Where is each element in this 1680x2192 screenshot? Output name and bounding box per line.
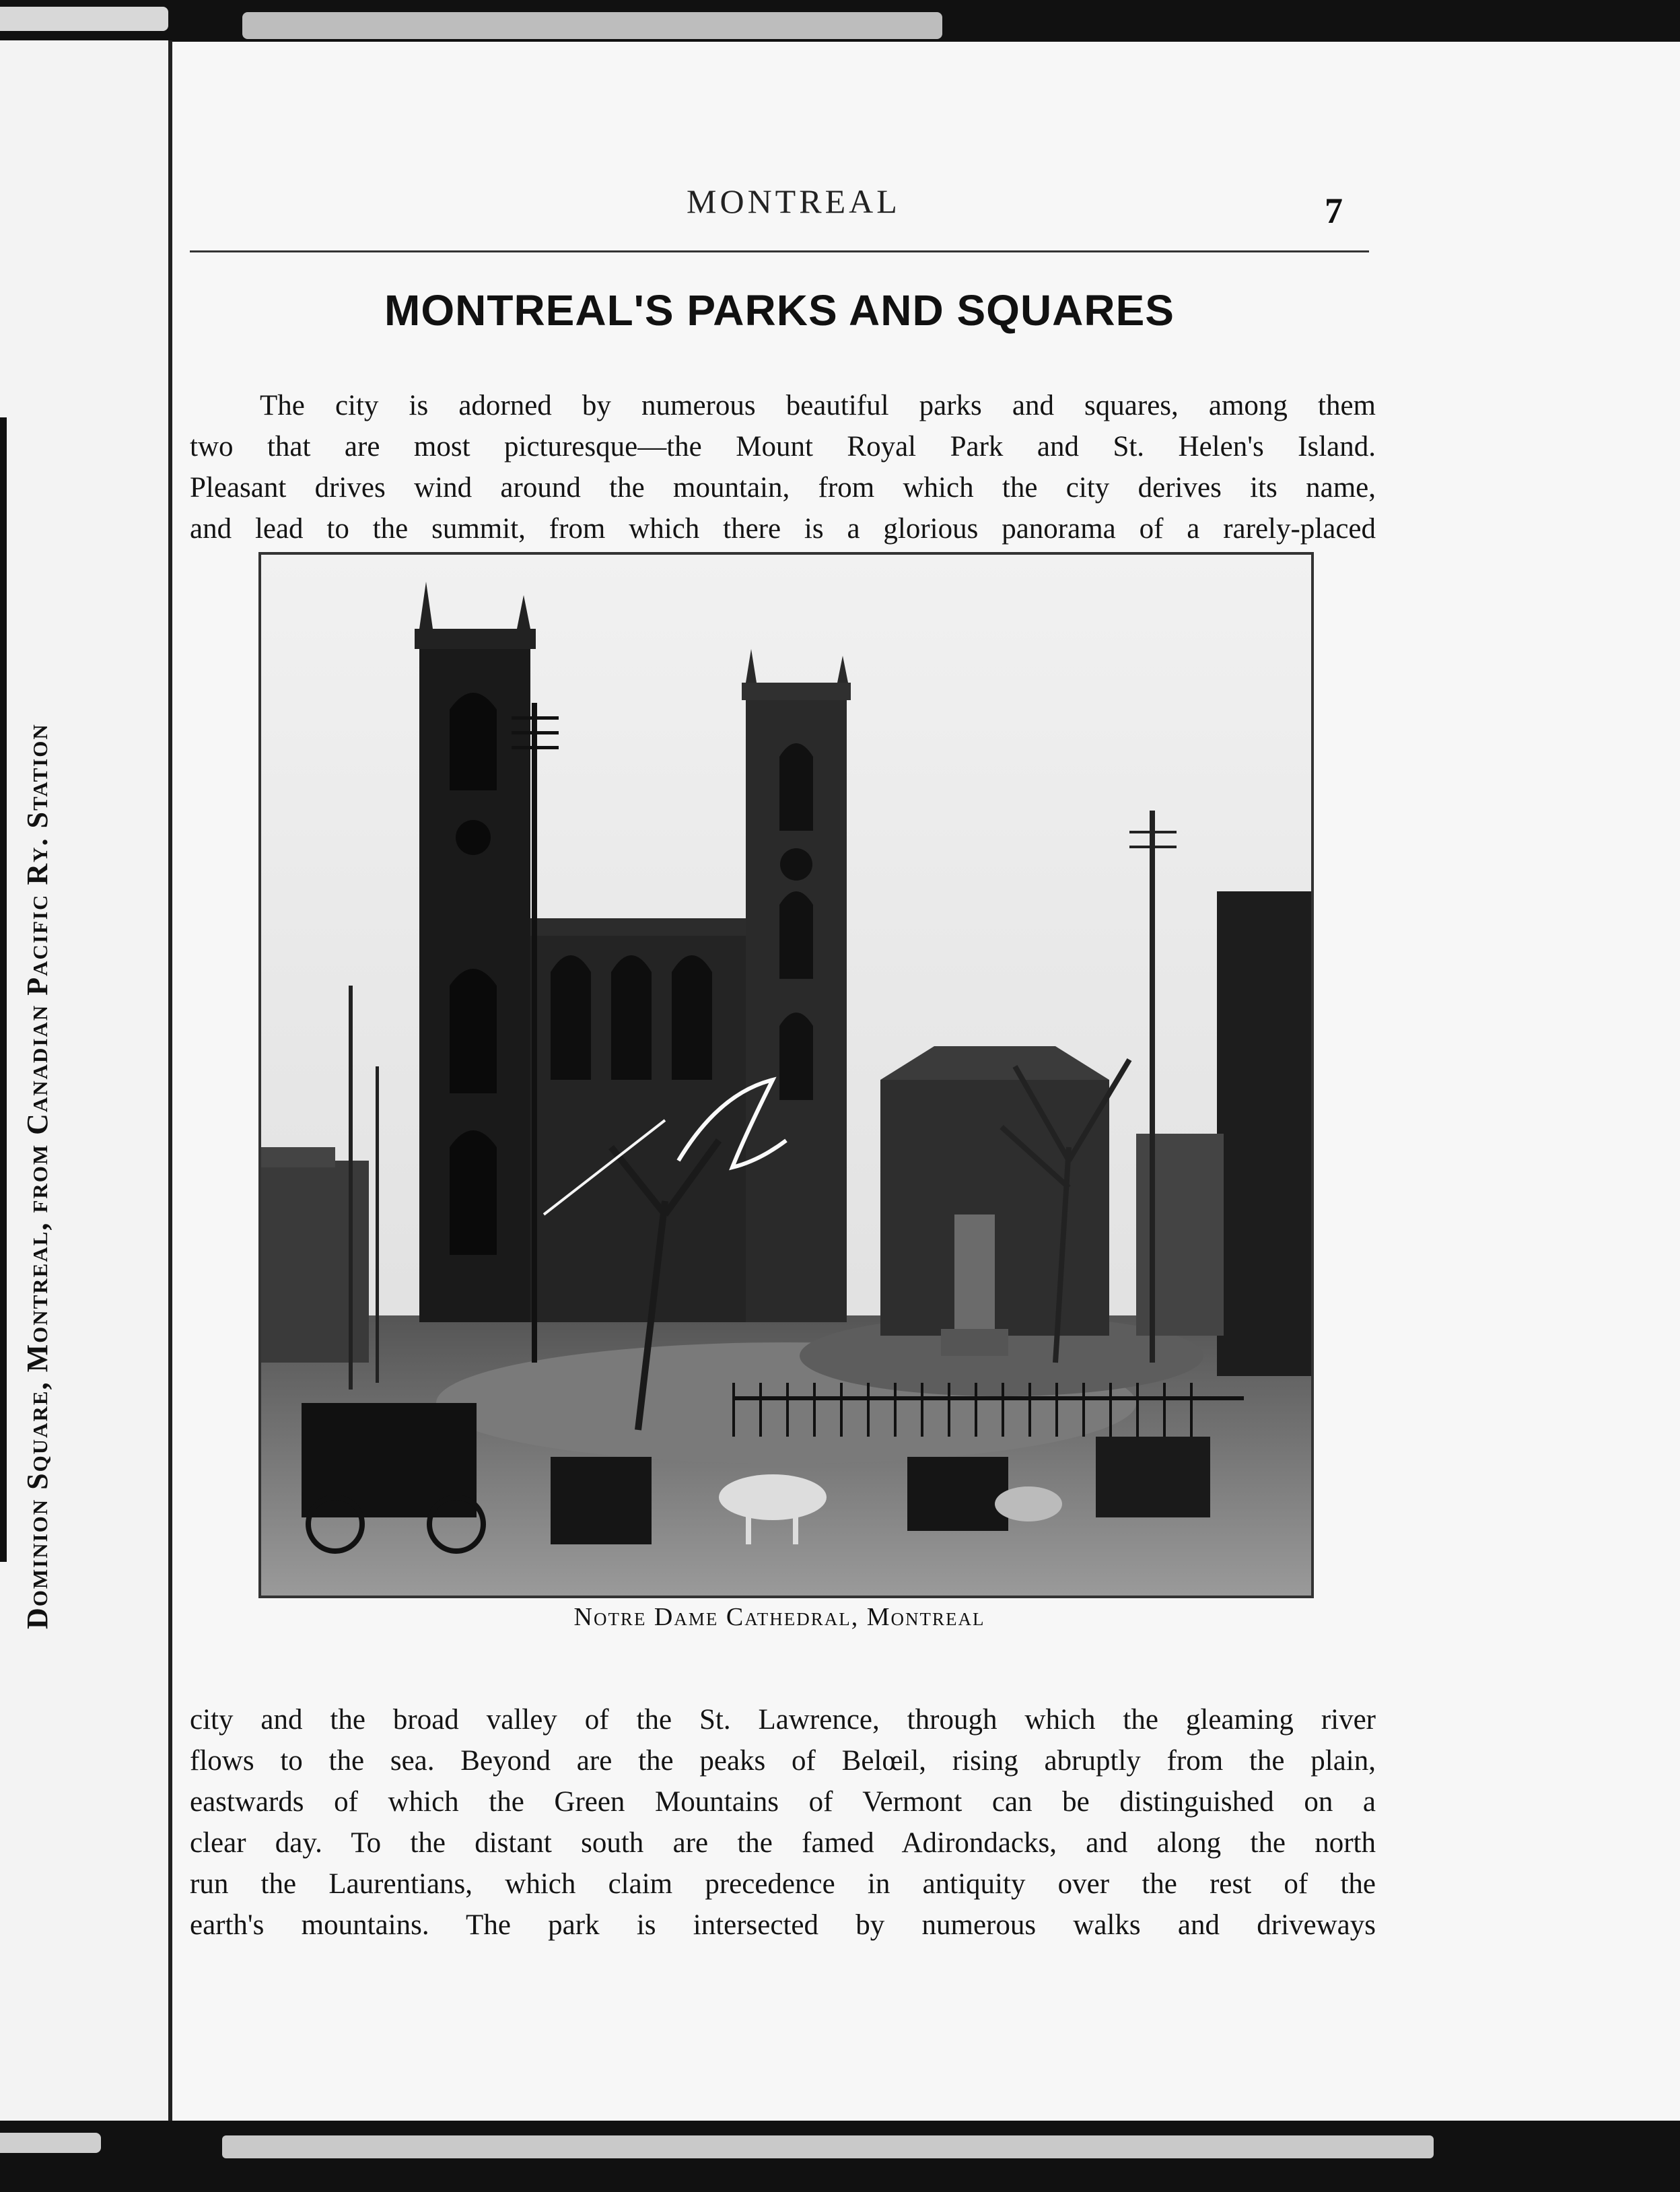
bottom-band-right — [222, 2135, 1434, 2158]
bottom-band-left — [0, 2133, 101, 2153]
paragraph-1-line: and lead to the summit, from which there is a glorious panorama of a rarely-placed — [190, 513, 1376, 545]
paragraph-2-line: earth's mountains. The park is intersected by numerous walks and driveways — [190, 1909, 1376, 1941]
paragraph-1-line: The city is adorned by numerous beautiful parks and squares, among them — [260, 390, 1376, 421]
top-band-right — [242, 12, 942, 39]
figure-caption: Notre Dame Cathedral, Montreal — [573, 1603, 985, 1631]
verso-side-caption: Dominion Square, Montreal, from Canadian Pacific Ry. Station — [21, 723, 54, 1629]
paragraph-2-line: clear day. To the distant south are the famed Adirondacks, and along the north — [190, 1827, 1376, 1859]
paragraph-2-line: flows to the sea. Beyond are the peaks of Belœil, rising abruptly from the plain, — [190, 1745, 1376, 1777]
paragraph-1-line: Pleasant drives wind around the mountain, from which the city derives its name, — [190, 472, 1376, 504]
top-scan-strip — [0, 0, 1680, 47]
cathedral-photo — [258, 552, 1314, 1598]
paragraph-2-line: run the Laurentians, which claim precedence in antiquity over the rest of the — [190, 1868, 1376, 1900]
paragraph-2 — [190, 1699, 1376, 1946]
header-rule — [190, 250, 1369, 252]
verso-dark-edge — [0, 417, 7, 1562]
bottom-scan-strip — [0, 2121, 1680, 2192]
section-heading: MONTREAL'S PARKS AND SQUARES — [384, 286, 1175, 335]
paragraph-1 — [190, 385, 1376, 549]
verso-page — [0, 40, 172, 2127]
running-title: MONTREAL — [687, 182, 901, 220]
page-number: 7 — [1325, 191, 1343, 231]
cathedral-photo-illustration — [261, 555, 1311, 1596]
paragraph-1-line: two that are most picturesque—the Mount Royal Park and St. Helen's Island. — [190, 431, 1376, 463]
paragraph-2-line: city and the broad valley of the St. Lawrence, through which the gleaming river — [190, 1704, 1376, 1736]
paragraph-2-line: eastwards of which the Green Mountains of Vermont can be distinguished on a — [190, 1786, 1376, 1818]
top-band-left — [0, 7, 168, 31]
